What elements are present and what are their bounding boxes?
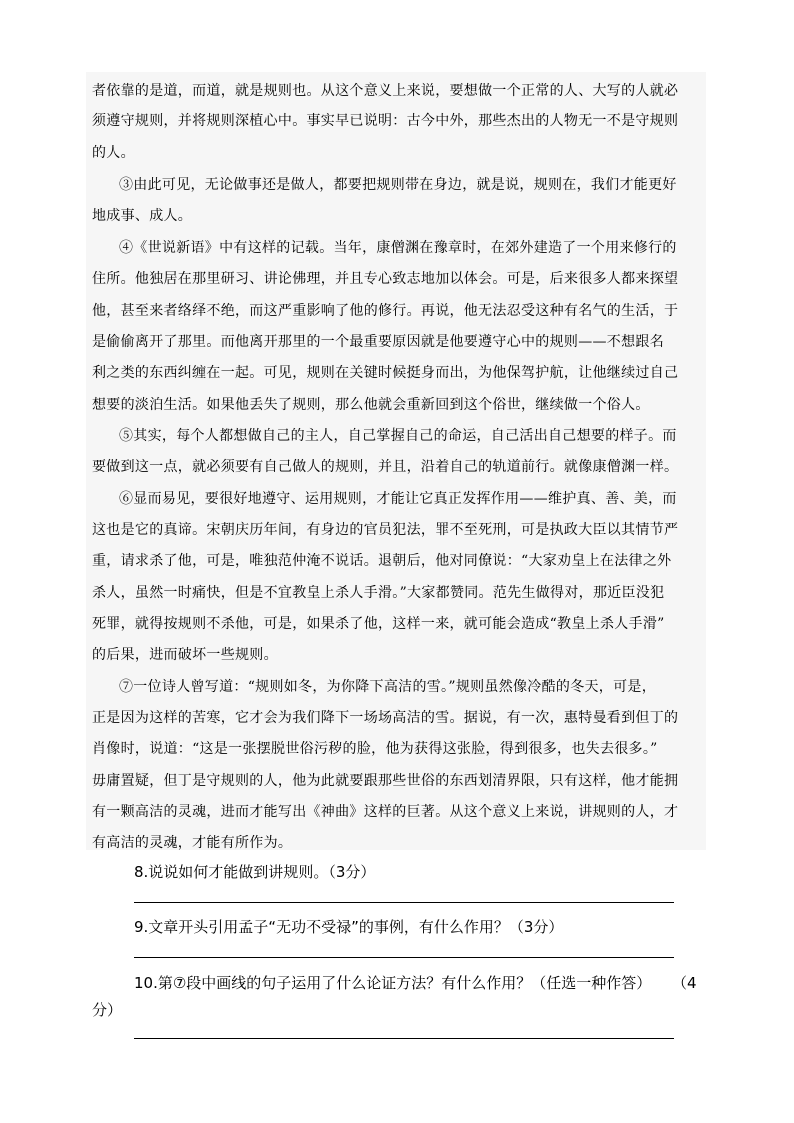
passage-line: 须遵守规则，并将规则深植心中。事实早已说明：古今中外，那些杰出的人物无一不是守规则 — [92, 113, 679, 129]
paragraph-7-line: ⑦一位诗人曾写道：“规则如冬，为你降下高洁的雪。”规则虽然像冷酷的冬天，可是， — [119, 679, 657, 695]
passage-line: 的人。 — [92, 145, 135, 161]
paragraph-4-line: ④《世说新语》中有这样的记载。当年，康僧渊在豫章时，在郊外建造了一个用来修行的 — [119, 240, 677, 256]
passage-line: 这也是它的真谛。宋朝庆历年间，有身边的官员犯法，罪不至死刑，可是执政大臣以其情节严 — [92, 522, 679, 538]
passage-line: 重，请求杀了他，可是，唯独范仲淹不说话。退朝后，他对同僚说：“大家劝皇上在法律之外 — [92, 553, 672, 569]
paragraph-6-line: ⑥显而易见，要很好地遵守、运用规则，才能让它真正发挥作用——维护真、善、美，而 — [119, 491, 677, 507]
passage-line: 想要的淡泊生活。如果他丢失了规则，那么他就会重新回到这个俗世，继续做一个俗人。 — [92, 397, 650, 413]
answer-line-9[interactable] — [134, 957, 674, 958]
question-10-score: （4 — [672, 974, 697, 992]
passage-line: 是偷偷离开了那里。而他离开那里的一个最重要原因就是他要遵守心中的规则——不想跟名 — [92, 334, 664, 350]
passage-line: 地成事、成人。 — [92, 208, 193, 224]
passage-line: 杀人，虽然一时痛快，但是不宜教皇上杀人手滑。”大家都赞同。范先生做得对，那近臣没犯 — [92, 585, 665, 601]
paragraph-5-line: ⑤其实，每个人都想做自己的主人，自己掌握自己的命运，自己活出自己想要的样子。而 — [119, 428, 677, 444]
passage-line: 有一颗高洁的灵魂，进而才能写出《神曲》这样的巨著。从这个意义上来说，讲规则的人，才 — [92, 804, 679, 820]
passage-line: 毋庸置疑，但丁是守规则的人，他为此就要跟那些世俗的东西划清界限，只有这样，他才能拥 — [92, 773, 679, 789]
question-8: 8.说说如何才能做到讲规则。（3分） — [134, 863, 376, 881]
answer-line-10[interactable] — [134, 1038, 674, 1039]
question-10: 10.第⑦段中画线的句子运用了什么论证方法？有什么作用？（任选一种作答） — [134, 974, 652, 992]
question-9: 9.文章开头引用孟子“无功不受禄”的事例，有什么作用？（3分） — [134, 918, 564, 936]
passage-line: 他，甚至来者络绎不绝，而这严重影响了他的修行。再说，他无法忍受这种有名气的生活，于 — [92, 303, 679, 319]
paragraph-3-line: ③由此可见，无论做事还是做人，都要把规则带在身边，就是说，规则在，我们才能更好 — [119, 177, 677, 193]
passage-line: 住所。他独居在那里研习、讲论佛理，并且专心致志地加以体会。可是，后来很多人都来探望 — [92, 271, 679, 287]
passage-line: 要做到这一点，就必须要有自己做人的规则，并且，沿着自己的轨道前行。就像康僧渊一样。 — [92, 459, 679, 475]
answer-line-8[interactable] — [134, 902, 674, 903]
passage-line: 肖像时，说道：“这是一张摆脱世俗污秽的脸，他为获得这张脸，得到很多，也失去很多。” — [92, 741, 658, 757]
passage-line: 利之类的东西纠缠在一起。可见，规则在关键时候挺身而出，为他保驾护航，让他继续过自己 — [92, 365, 679, 381]
passage-line: 有高洁的灵魂，才能有所作为。 — [92, 835, 293, 851]
question-10-score-cont: 分） — [92, 1001, 123, 1019]
passage-line: 正是因为这样的苦寒，它才会为我们降下一场场高洁的雪。据说，有一次，惠特曼看到但丁的 — [92, 710, 679, 726]
passage-line: 者依靠的是道，而道，就是规则也。从这个意义上来说，要想做一个正常的人、大写的人就必 — [92, 83, 679, 99]
passage-line: 死罪，就得按规则不杀他，可是，如果杀了他，这样一来，就可能会造成“教皇上杀人手滑” — [92, 616, 665, 632]
passage-line: 的后果，进而破坏一些规则。 — [92, 647, 278, 663]
